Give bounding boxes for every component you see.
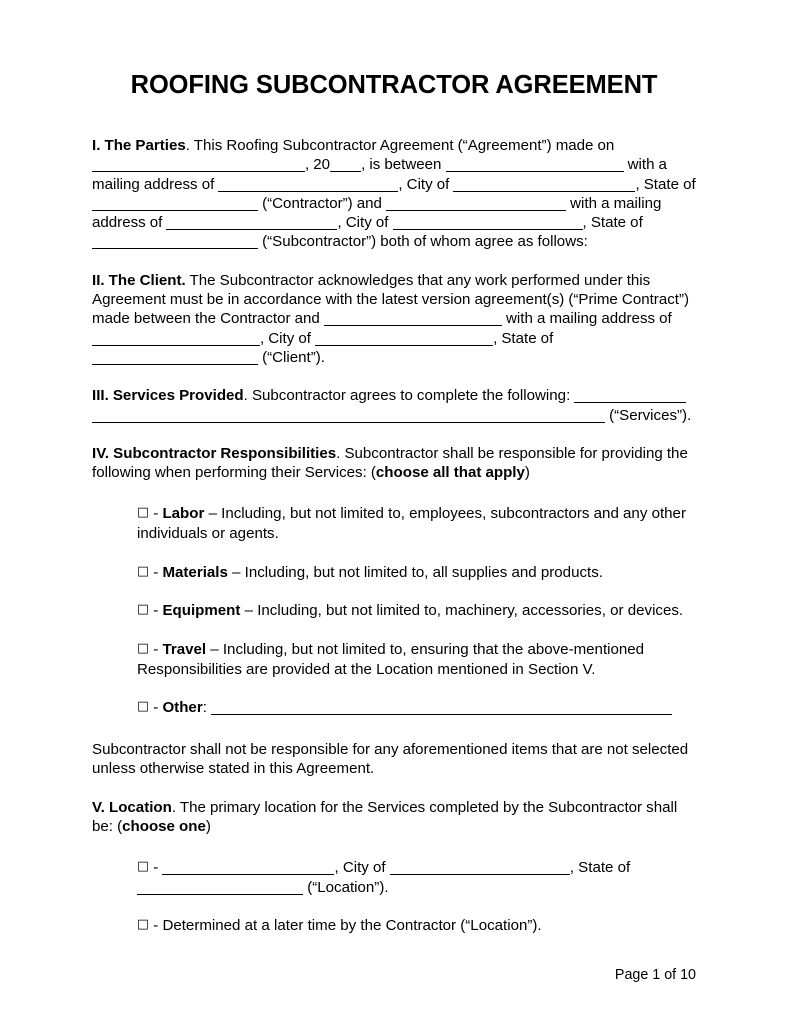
blank-contractor-state[interactable] (92, 198, 258, 211)
blank-subcontractor-address[interactable] (166, 217, 337, 230)
document-body (92, 136, 696, 936)
page-footer: Page 1 of 10 (614, 967, 696, 983)
responsibilities-options (137, 504, 696, 718)
spacer (92, 718, 696, 740)
item-label: Equipment (162, 602, 241, 620)
item-label: Travel (162, 641, 207, 659)
page-title: ROOFING SUBCONTRACTOR AGREEMENT (130, 71, 658, 99)
checkbox-unchecked-icon[interactable]: ☐ (137, 860, 150, 876)
location-options (137, 858, 696, 936)
list-item-equipment (137, 601, 696, 621)
list-item-location-address (137, 858, 696, 897)
section-parties-text-6: , State of (635, 175, 696, 193)
spacer (92, 779, 696, 798)
section-services-text-1: . Subcontractor agrees to complete the following: (243, 387, 575, 405)
section-responsibilities-text-2: ) (524, 464, 530, 482)
blank-subcontractor-city[interactable] (393, 217, 583, 230)
spacer (92, 425, 696, 444)
section-parties (92, 136, 696, 252)
item-description: – Including, but not limited to, employees, subcontractors and any other individuals or agents. (137, 505, 686, 543)
item-colon: : (202, 699, 207, 717)
item-dash: - (149, 859, 163, 877)
item-label: Labor (162, 505, 205, 523)
blank-subcontractor-state[interactable] (92, 236, 258, 249)
section-parties-heading: I. The Parties (92, 137, 186, 154)
spacer (92, 836, 696, 858)
list-item-location-later (137, 916, 696, 936)
spacer (137, 897, 696, 916)
section-client (92, 271, 696, 367)
choose-one-instruction: choose one (122, 817, 206, 835)
blank-client-state[interactable] (92, 352, 258, 365)
blank-services-1[interactable] (574, 390, 686, 403)
section-responsibilities (92, 444, 696, 483)
checkbox-unchecked-icon[interactable]: ☐ (137, 700, 150, 716)
checkbox-unchecked-icon[interactable]: ☐ (137, 603, 150, 619)
item-dash: - (149, 563, 163, 581)
location-later-text: Determined at a later time by the Contractor (“Location”). (162, 917, 542, 935)
section-location (92, 798, 696, 837)
blank-subcontractor-name[interactable] (386, 198, 566, 211)
blank-year[interactable] (330, 159, 361, 172)
blank-location-state[interactable] (137, 882, 303, 895)
spacer (92, 482, 696, 504)
item-dash: - (149, 641, 163, 659)
blank-date[interactable] (92, 159, 305, 172)
section-parties-text-1: . This Roofing Subcontractor Agreement (“Agreement”) made on (185, 137, 615, 154)
section-location-text-2: ) (205, 817, 211, 835)
section-parties-text-3: , is between (361, 156, 446, 174)
blank-other[interactable] (211, 702, 672, 715)
section-parties-text-10: , State of (582, 214, 643, 232)
checkbox-unchecked-icon[interactable]: ☐ (137, 506, 150, 522)
checkbox-unchecked-icon[interactable]: ☐ (137, 642, 150, 658)
section-parties-text-7: (“Contractor”) and (258, 194, 387, 212)
spacer (137, 582, 696, 601)
section-parties-text-9: , City of (337, 214, 393, 232)
list-item-labor (137, 504, 696, 543)
spacer (92, 252, 696, 271)
spacer (137, 544, 696, 563)
section-services (92, 386, 696, 425)
blank-services-2[interactable] (92, 410, 605, 423)
item-description: – Including, but not limited to, machinery, accessories, or devices. (240, 602, 684, 620)
section-parties-text-5: , City of (398, 175, 454, 193)
checkbox-unchecked-icon[interactable]: ☐ (137, 565, 150, 581)
section-services-text-2: (“Services”). (605, 406, 692, 424)
section-parties-text-2: , 20 (305, 156, 331, 174)
section-location-heading: V. Location (92, 798, 172, 816)
section-services-heading: III. Services Provided (92, 387, 244, 405)
item-description: – Including, but not limited to, ensuring that the above-mentioned Responsibilities are provided at the Location mentioned in Section V. (137, 641, 645, 678)
spacer (137, 679, 696, 698)
section-client-text-4: , State of (493, 329, 554, 347)
choose-all-that-apply-instruction: choose all that apply (375, 464, 525, 482)
blank-client-name[interactable] (324, 313, 502, 326)
location-text-1: , City of (334, 859, 390, 877)
section-parties-text-8: with a mailing address of (92, 194, 662, 232)
section-parties-text-11: (“Subcontractor”) both of whom agree as follows: (258, 233, 588, 251)
responsibilities-closing-note: Subcontractor shall not be responsible for any aforementioned items that are not selected unless otherwise stated in this Agreement. (92, 741, 689, 778)
section-client-text-5: (“Client”). (258, 348, 325, 366)
blank-location-address[interactable] (162, 862, 334, 875)
list-item-other (137, 698, 696, 718)
spacer (137, 621, 696, 640)
blank-client-city[interactable] (315, 333, 493, 346)
section-client-heading: II. The Client. (92, 271, 186, 289)
blank-contractor-address[interactable] (218, 179, 398, 192)
checkbox-unchecked-icon[interactable]: ☐ (137, 918, 150, 934)
item-dash: - (149, 602, 163, 620)
item-label: Materials (162, 563, 228, 581)
section-client-text-1: The Subcontractor acknowledges that any work performed under this Agreement must be in accordance with the latest version agreement(s) (“Prime Contract”) made between the Contractor and (92, 271, 690, 328)
blank-contractor-name[interactable] (446, 159, 624, 172)
section-parties-text-4: with a mailing address of (92, 156, 667, 193)
item-dash: - (149, 699, 163, 717)
section-client-text-2: with a mailing address of (501, 310, 672, 328)
section-location-text-1: . The primary location for the Services completed by the Subcontractor shall be: ( (92, 798, 678, 835)
item-dash: - (149, 917, 163, 935)
spacer (92, 367, 696, 386)
item-label: Other (162, 699, 203, 717)
blank-location-city[interactable] (390, 862, 570, 875)
item-dash: - (149, 505, 163, 523)
item-description: – Including, but not limited to, all supplies and products. (227, 563, 603, 581)
section-responsibilities-text-1: . Subcontractor shall be responsible for providing the following when performing their Services: ( (92, 444, 688, 482)
blank-contractor-city[interactable] (453, 179, 635, 192)
location-text-3: (“Location”). (303, 879, 389, 897)
list-item-travel (137, 640, 696, 679)
location-text-2: , State of (569, 859, 631, 877)
section-responsibilities-heading: IV. Subcontractor Responsibilities (92, 444, 337, 462)
list-item-materials (137, 563, 696, 583)
section-client-text-3: , City of (260, 329, 316, 347)
blank-client-address[interactable] (92, 333, 260, 346)
